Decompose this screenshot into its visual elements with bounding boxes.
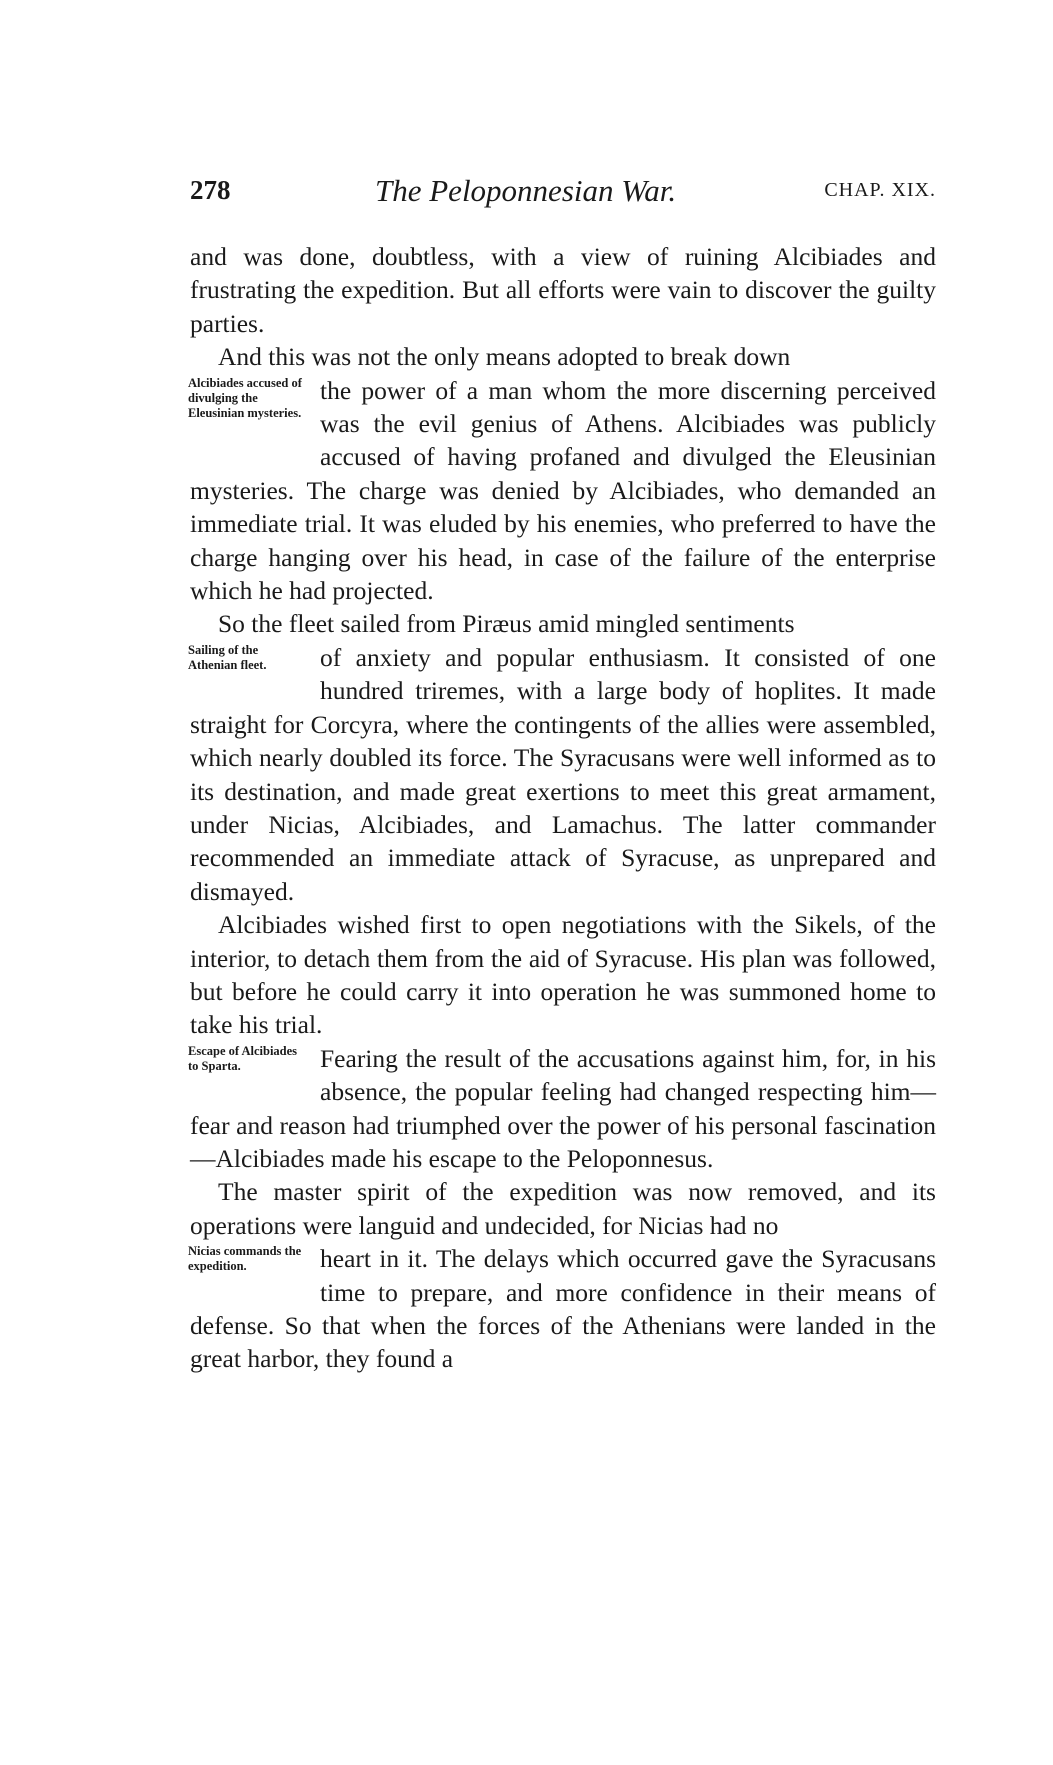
marginal-note: Escape of Alcibiades to Sparta. <box>188 1043 298 1073</box>
paragraph-intro: So the fleet sailed from Piræus amid mingled sentiments <box>218 609 795 639</box>
page-number: 278 <box>190 175 231 205</box>
paragraph-intro: And this was not the only means adopted to break down <box>218 342 791 372</box>
running-title: The Peloponnesian War. <box>375 173 677 208</box>
paragraph: and was done, doubtless, with a view of ruining Alcibiades and frustrating the expedition. But all efforts were vain to discover the guilty parties. <box>190 242 936 338</box>
paragraph-intro: The master spirit of the expedition was now removed, and its operations were languid and undecided, for Nicias had no <box>190 1177 936 1240</box>
page-header <box>190 175 936 215</box>
body-text <box>190 240 936 1376</box>
paragraph-text: heart in it. The delays which occurred gave the Syracusans time to prepare, and more confidence in their means of defense. So that when the forces of the Athenians were landed in the great harbor, they found a <box>190 1244 936 1374</box>
paragraph-with-sidenote <box>190 340 936 607</box>
paragraph-with-sidenote <box>190 908 936 1175</box>
marginal-note: Sailing of the Athenian fleet. <box>188 642 267 672</box>
marginal-note: Nicias commands the expedition. <box>188 1244 302 1274</box>
chapter-label: CHAP. XIX. <box>824 179 936 201</box>
paragraph-text: the power of a man whom the more discerning perceived was the evil genius of Athens. Alcibiades was publicly accused of having profaned and divulged the Eleusinian mysteries. The charge was denied by Alcibiades, who demanded an immediate trial. It was eluded by his enemies, who preferred to have the charge hanging over his head, in case of the failure of the enterprise which he had projected. <box>190 375 936 606</box>
paragraph-text: of anxiety and popular enthusiasm. It consisted of one hundred triremes, with a large body of hoplites. It made straight for Corcyra, where the contingents of the allies were assembled, which nearly doubled its force. The Syracusans were well informed as to its destination, and made great exertions to meet this great armament, under Nicias, Alcibiades, and Lamachus. The latter commander recommended an immediate attack of Syracuse, as unprepared and dismayed. <box>190 642 936 906</box>
marginal-note: Alcibiades accused of divulging the Eleusinian mysteries. <box>188 375 302 420</box>
paragraph-with-sidenote <box>190 1175 936 1375</box>
paragraph-text: Alcibiades wished first to open negotiations with the Sikels, of the interior, to detach them from the aid of Syracuse. His plan was followed, but before he could carry it into operation he was summoned home to take his trial. <box>190 910 936 1040</box>
paragraph-with-sidenote <box>190 607 936 908</box>
paragraph-text: Fearing the result of the accusations against him, for, in his absence, the popular feeling had changed respecting him—fear and reason had triumphed over the power of his personal fascination—Alcibiades made his escape to the Peloponnesus. <box>190 1043 936 1173</box>
